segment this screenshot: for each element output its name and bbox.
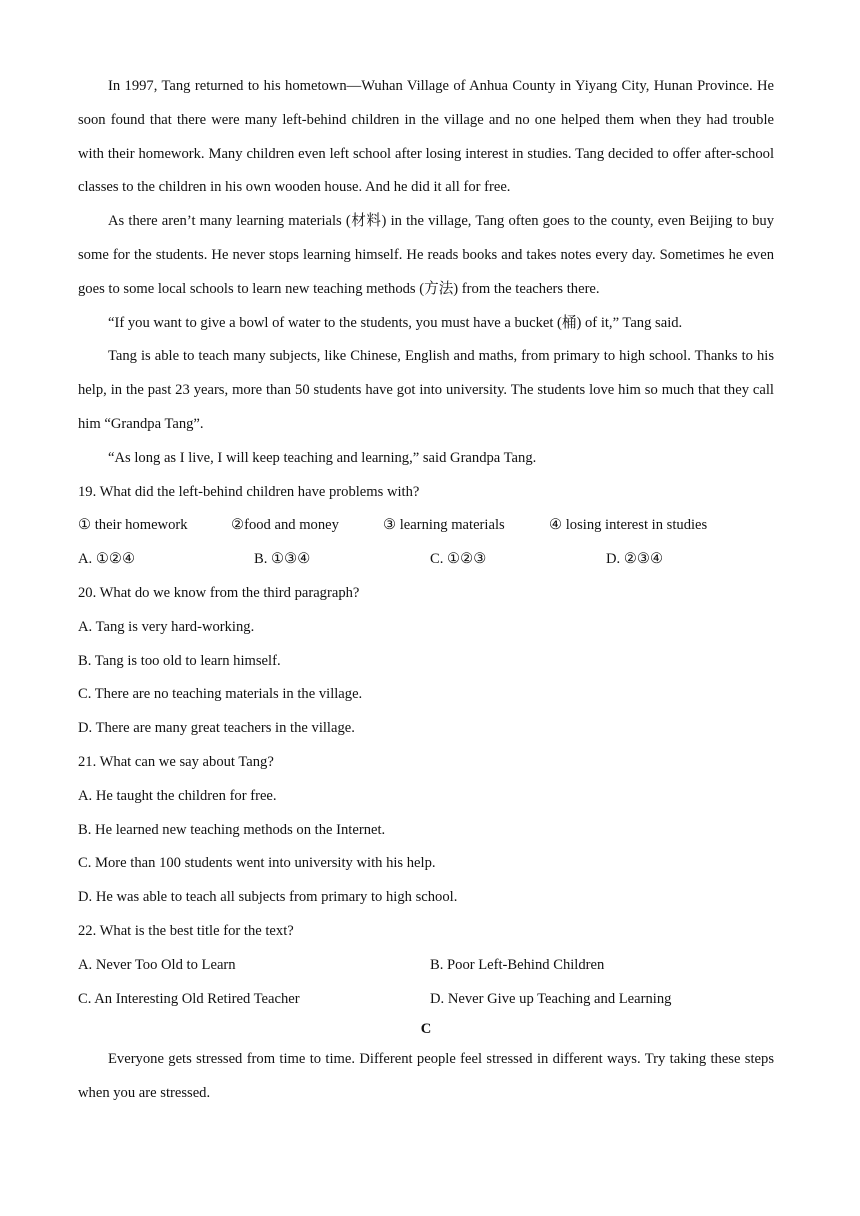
question-20-stem: 20. What do we know from the third paragraph? (78, 584, 360, 601)
question-22-options-row-1 (78, 949, 774, 983)
question-19-marks (78, 509, 774, 543)
passage-paragraph-5: “As long as I live, I will keep teaching and learning,” said Grandpa Tang. (108, 449, 537, 466)
question-21-option-c: C. More than 100 students went into university with his help. (78, 855, 436, 872)
question-19-mark-3: ③ learning materials (383, 517, 505, 534)
question-19-mark-1: ① their homework (78, 517, 188, 534)
question-21-option-b: B. He learned new teaching methods on the Internet. (78, 821, 386, 838)
question-19-stem: 19. What did the left-behind children have problems with? (78, 483, 420, 500)
question-19-options (78, 543, 774, 577)
question-22-option-b: B. Poor Left-Behind Children (430, 956, 605, 973)
passage-paragraph-3: “If you want to give a bowl of water to the students, you must have a bucket (桶) of it,” Tang said. (108, 314, 683, 331)
question-20-option-c: C. There are no teaching materials in the village. (78, 686, 363, 703)
question-22-option-d: D. Never Give up Teaching and Learning (430, 990, 672, 1007)
question-22-option-c: C. An Interesting Old Retired Teacher (78, 990, 300, 1007)
question-19-option-b: B. ①③④ (254, 551, 311, 568)
section-c-heading: C (420, 1021, 432, 1038)
question-19-option-d: D. ②③④ (606, 551, 664, 568)
question-20-option-a: A. Tang is very hard-working. (78, 618, 255, 635)
question-21-option-a: A. He taught the children for free. (78, 787, 277, 804)
question-22-stem: 22. What is the best title for the text? (78, 922, 294, 939)
question-22-option-a: A. Never Too Old to Learn (78, 956, 236, 973)
section-c-intro: Everyone gets stressed from time to time. Different people feel stressed in different ways. Try taking these steps when you are stressed. (78, 1051, 774, 1102)
exam-page (78, 70, 774, 1111)
question-19-mark-2: ②food and money (231, 517, 339, 534)
question-21-stem: 21. What can we say about Tang? (78, 753, 274, 770)
passage-paragraph-4: Tang is able to teach many subjects, like Chinese, English and maths, from primary to high school. Thanks to his help, in the past 23 years, more than 50 students have got into university. The students love him so much that they call him “Grandpa Tang”. (78, 348, 774, 432)
question-20-option-d: D. There are many great teachers in the village. (78, 720, 355, 737)
question-19-option-a: A. ①②④ (78, 551, 136, 568)
question-22-options-row-2 (78, 983, 774, 1017)
passage-paragraph-1: In 1997, Tang returned to his hometown—Wuhan Village of Anhua County in Yiyang City, Hunan Province. He soon found that there were many left-behind children in the village and no one helped them when they had trouble with their homework. Many children even left school after losing interest in studies. Tang decided to offer after-school classes to the children in his own wooden house. And he did it all for free. (78, 78, 774, 196)
question-21-option-d: D. He was able to teach all subjects from primary to high school. (78, 889, 458, 906)
question-19-option-c: C. ①②③ (430, 551, 487, 568)
question-19-mark-4: ④ losing interest in studies (549, 517, 708, 534)
passage-paragraph-2: As there aren’t many learning materials (材料) in the village, Tang often goes to the county, even Beijing to buy some for the students. He never stops learning himself. He reads books and takes notes every day. Sometimes he even goes to some local schools to learn new teaching methods (方法) from the teachers there. (78, 213, 774, 297)
question-20-option-b: B. Tang is too old to learn himself. (78, 652, 281, 669)
